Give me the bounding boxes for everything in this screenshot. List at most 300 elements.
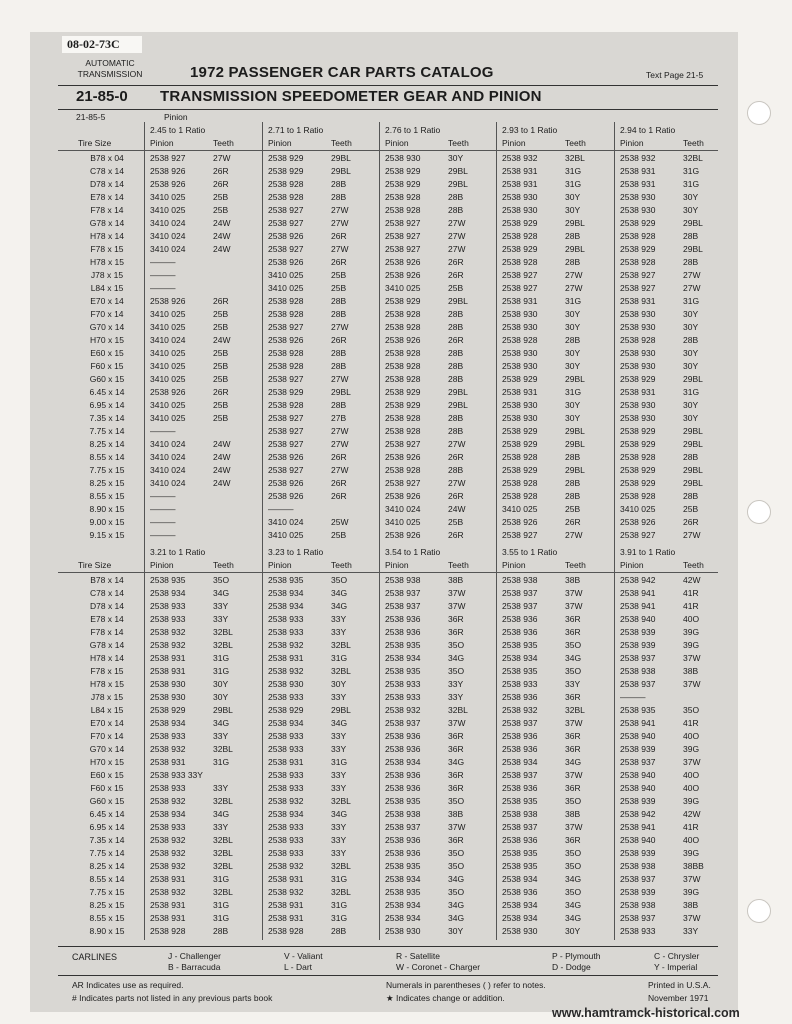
pinion-part-cell: 2538 930 — [502, 192, 538, 202]
teeth-cell: 32BL — [213, 796, 233, 806]
teeth-cell: 24W — [448, 504, 466, 514]
pinion-part-cell: 2538 926 — [385, 491, 421, 501]
pinion-part-cell: 2538 926 — [385, 270, 421, 280]
teeth-cell: 30Y — [683, 322, 699, 332]
teeth-cell: 39G — [683, 744, 700, 754]
pinion-part-cell: 3410 024 — [268, 517, 304, 527]
teeth-cell: 26R — [331, 452, 347, 462]
teeth-cell: 30Y — [565, 192, 581, 202]
pinion-part-cell: 2538 934 — [150, 588, 186, 598]
pinion-part-cell: 3410 025 — [150, 322, 186, 332]
teeth-cell: 25B — [213, 192, 229, 202]
column-separator — [379, 122, 380, 544]
pinion-part-cell: 2538 932 — [150, 848, 186, 858]
teeth-cell: 29BL — [683, 478, 703, 488]
teeth-cell: 33Y — [213, 731, 229, 741]
teeth-cell: 38B — [448, 809, 464, 819]
teeth-cell: 35O — [565, 796, 582, 806]
pinion-part-cell: 3410 024 — [150, 452, 186, 462]
teeth-cell: 34G — [565, 757, 582, 767]
pinion-part-cell: 2538 931 — [502, 179, 538, 189]
pinion-part-cell: 2538 938 — [502, 809, 538, 819]
pinion-part-cell: 2538 934 — [502, 653, 538, 663]
teeth-cell: 35O — [448, 666, 465, 676]
pinion-part-cell: 3410 024 — [150, 218, 186, 228]
pinion-part-cell: 2538 926 — [268, 478, 304, 488]
pinion-part-cell: 2538 930 — [620, 348, 656, 358]
pinion-part-cell: 2538 927 — [150, 153, 186, 163]
pinion-part-cell: 3410 025 — [620, 504, 656, 514]
pinion-part-cell: 2538 931 — [502, 296, 538, 306]
pinion-part-cell: 2538 927 — [268, 374, 304, 384]
teeth-cell: 25B — [331, 283, 347, 293]
tire-size-cell: 8.55 x 14 — [89, 452, 125, 462]
teeth-cell: 39G — [683, 848, 700, 858]
pinion-part-cell: 2538 926 — [268, 491, 304, 501]
teeth-cell: 35O — [683, 705, 700, 715]
teeth-cell: 38B — [448, 575, 464, 585]
teeth-cell: 28B — [331, 926, 347, 936]
pinion-part-cell: 2538 932 — [385, 705, 421, 715]
pinion-part-cell: 3410 025 — [150, 361, 186, 371]
tire-size-cell: 6.95 x 14 — [89, 822, 125, 832]
column-separator — [262, 122, 263, 544]
pinion-part-cell: 2538 928 — [385, 192, 421, 202]
teeth-cell: 41R — [683, 588, 699, 598]
pinion-part-cell: ——— — [150, 504, 176, 514]
pinion-part-cell: 3410 025 — [150, 205, 186, 215]
teeth-cell: 29BL — [448, 387, 468, 397]
teeth-cell: 30Y — [683, 309, 699, 319]
teeth-cell: 34G — [331, 601, 348, 611]
teeth-cell: 35O — [448, 887, 465, 897]
tire-size-cell: F78 x 15 — [90, 244, 124, 254]
pinion-part-cell: 2538 935 — [502, 640, 538, 650]
pinion-part-cell: 2538 937 — [620, 757, 656, 767]
pinion-part-cell: 2538 933 — [268, 731, 304, 741]
pinion-part-cell: ——— — [268, 504, 294, 514]
pinion-part-cell: 2538 939 — [620, 887, 656, 897]
section-rule — [58, 109, 718, 110]
tire-size-cell: 7.75 x 15 — [89, 887, 125, 897]
ratio-heading: 2.45 to 1 Ratio — [150, 125, 206, 135]
section-number: 21-85-0 — [76, 88, 128, 105]
teeth-cell: 29BL — [331, 153, 351, 163]
tire-size-cell: 8.90 x 15 — [89, 504, 125, 514]
tire-size-cell: G60 x 15 — [89, 796, 125, 806]
carline-coronet-charger: W - Coronet - Charger — [396, 962, 481, 972]
pinion-part-cell: 2538 930 — [502, 322, 538, 332]
tire-size-cell: E70 x 14 — [90, 718, 124, 728]
teeth-cell: 37W — [565, 588, 583, 598]
teeth-cell: 27W — [331, 322, 349, 332]
teeth-cell: 27W — [683, 283, 701, 293]
carlines-label: CARLINES — [72, 952, 118, 962]
pinion-part-cell: 2538 928 — [268, 296, 304, 306]
teeth-cell: 31G — [213, 874, 230, 884]
teeth-cell: 33Y — [213, 614, 229, 624]
teeth-cell: 36R — [448, 770, 464, 780]
pinion-header: Pinion — [385, 138, 409, 148]
teeth-cell: 35O — [448, 848, 465, 858]
pinion-part-cell: 2538 928 — [620, 335, 656, 345]
teeth-cell: 30Y — [565, 348, 581, 358]
pinion-part-cell: 2538 934 — [268, 809, 304, 819]
teeth-cell — [213, 256, 243, 269]
text-page-ref: Text Page 21-5 — [646, 70, 704, 80]
teeth-cell: 34G — [448, 757, 465, 767]
pinion-part-cell: 2538 935 — [385, 887, 421, 897]
pinion-part-cell: 2538 937 — [620, 679, 656, 689]
pinion-header: Pinion — [620, 560, 644, 570]
teeth-cell: 26R — [331, 231, 347, 241]
teeth-cell: 25B — [683, 504, 699, 514]
pinion-part-cell: ——— — [150, 270, 176, 280]
teeth-cell: 36R — [448, 744, 464, 754]
pinion-part-cell: 3410 025 — [150, 192, 186, 202]
pinion-part-cell: 2538 930 — [385, 153, 421, 163]
carline-plymouth: P - Plymouth — [552, 951, 601, 961]
teeth-cell: 30Y — [683, 205, 699, 215]
pinion-part-cell: 2538 933 — [268, 744, 304, 754]
pinion-part-cell: 2538 935 — [385, 640, 421, 650]
pinion-part-cell: 2538 934 — [502, 757, 538, 767]
pinion-part-cell: 2538 928 — [268, 309, 304, 319]
pinion-part-cell: 2538 928 — [268, 400, 304, 410]
binder-hole-top — [747, 101, 771, 125]
pinion-part-cell: 2538 933 — [385, 692, 421, 702]
pinion-part-cell: 2538 927 — [502, 270, 538, 280]
carline-dart: L - Dart — [284, 962, 313, 972]
pinion-part-cell: 2538 928 — [385, 465, 421, 475]
teeth-cell: 31G — [683, 296, 700, 306]
teeth-cell: 27W — [683, 270, 701, 280]
teeth-cell: 40O — [683, 614, 700, 624]
tire-size-header: Tire Size — [78, 138, 112, 148]
pinion-part-cell: 2538 933 — [385, 679, 421, 689]
ratio-heading: 3.21 to 1 Ratio — [150, 547, 206, 557]
teeth-cell: 25B — [331, 270, 347, 280]
pinion-part-cell: 2538 931 — [502, 387, 538, 397]
teeth-cell: 36R — [448, 731, 464, 741]
teeth-cell: 36R — [565, 627, 581, 637]
pinion-part-cell: 2538 929 — [268, 705, 304, 715]
pinion-part-cell: 2538 932 — [150, 861, 186, 871]
teeth-cell: 25B — [448, 517, 464, 527]
teeth-cell: 32BL — [565, 153, 585, 163]
tire-size-cell: J78 x 15 — [90, 692, 124, 702]
pinion-part-cell: 2538 936 — [385, 783, 421, 793]
pinion-part-cell: 3410 025 — [268, 270, 304, 280]
pinion-part-cell: 2538 931 — [620, 179, 656, 189]
teeth-cell: 34G — [448, 653, 465, 663]
pinion-part-cell: 2538 930 — [502, 413, 538, 423]
site-watermark: www.hamtramck-historical.com — [552, 1006, 740, 1020]
pinion-part-cell: 2538 930 — [620, 413, 656, 423]
teeth-cell: 27W — [448, 244, 466, 254]
teeth-cell: 31G — [213, 757, 230, 767]
pinion-part-cell: 2538 938 — [385, 809, 421, 819]
tire-size-cell: 7.35 x 14 — [89, 413, 125, 423]
teeth-cell: 35O — [448, 796, 465, 806]
pinion-part-cell: 2538 936 — [502, 692, 538, 702]
teeth-cell: 37W — [683, 757, 701, 767]
pinion-part-cell: 2538 929 — [620, 244, 656, 254]
pinion-part-cell: 2538 926 — [502, 517, 538, 527]
teeth-cell: 32BL — [683, 153, 703, 163]
pinion-part-cell: 2538 939 — [620, 848, 656, 858]
teeth-cell: 37W — [448, 601, 466, 611]
pinion-part-cell: 2538 926 — [150, 179, 186, 189]
column-separator — [496, 122, 497, 544]
pinion-part-cell: 2538 927 — [385, 231, 421, 241]
tire-size-cell: 6.45 x 14 — [89, 809, 125, 819]
pinion-part-cell: 3410 025 — [385, 283, 421, 293]
teeth-header: Teeth — [565, 138, 586, 148]
tire-size-cell: E70 x 14 — [90, 296, 124, 306]
teeth-cell: 31G — [565, 166, 582, 176]
teeth-cell: 28B — [565, 478, 581, 488]
teeth-cell: 35O — [565, 666, 582, 676]
teeth-cell: 26R — [448, 452, 464, 462]
pinion-part-cell: 2538 928 — [268, 348, 304, 358]
pinion-part-cell: 2538 928 — [385, 413, 421, 423]
pinion-header: Pinion — [502, 560, 526, 570]
teeth-cell: 24W — [213, 465, 231, 475]
binder-hole-middle — [747, 500, 771, 524]
teeth-cell: 31G — [213, 900, 230, 910]
pinion-part-cell: 2538 931 — [150, 757, 186, 767]
teeth-cell: 36R — [448, 783, 464, 793]
tire-size-cell: G60 x 15 — [89, 374, 125, 384]
pinion-part-cell: 2538 938 — [385, 575, 421, 585]
auto-label-line1: AUTOMATIC — [85, 58, 135, 68]
pinion-part-cell: 2538 926 — [268, 231, 304, 241]
pinion-part-cell: 2538 928 — [502, 478, 538, 488]
pinion-part-cell: 2538 928 — [268, 192, 304, 202]
teeth-cell: 25B — [213, 205, 229, 215]
teeth-cell: 30Y — [565, 309, 581, 319]
teeth-cell: 35O — [213, 575, 230, 585]
teeth-cell: 28B — [331, 400, 347, 410]
pinion-part-cell: 2538 931 — [268, 653, 304, 663]
pinion-part-cell: 2538 926 — [385, 335, 421, 345]
pinion-part-cell: 2538 934 — [502, 874, 538, 884]
teeth-cell: 33Y — [331, 744, 347, 754]
pinion-part-cell: 2538 937 — [385, 718, 421, 728]
section-title: TRANSMISSION SPEEDOMETER GEAR AND PINION — [160, 88, 542, 105]
tire-size-cell: 8.55 x 14 — [89, 874, 125, 884]
pinion-part-cell: 2538 937 — [502, 718, 538, 728]
pinion-part-cell: 2538 929 — [502, 244, 538, 254]
pinion-part-cell: 2538 930 — [385, 926, 421, 936]
pinion-part-cell: 3410 024 — [150, 231, 186, 241]
carline-dodge: D - Dodge — [552, 962, 591, 972]
pinion-part-cell: 2538 940 — [620, 731, 656, 741]
teeth-cell: 34G — [331, 809, 348, 819]
footnote-hash: # Indicates parts not listed in any previous parts book — [72, 993, 273, 1003]
pinion-header: Pinion — [150, 138, 174, 148]
teeth-cell: 37W — [448, 588, 466, 598]
pinion-part-cell: 2538 932 — [268, 861, 304, 871]
teeth-cell: 27W — [565, 283, 583, 293]
pinion-part-cell: 3410 025 — [385, 517, 421, 527]
pinion-part-cell: 2538 937 — [385, 601, 421, 611]
teeth-cell: 37W — [565, 601, 583, 611]
teeth-cell: 28B — [331, 179, 347, 189]
teeth-cell: 33Y — [331, 783, 347, 793]
teeth-cell: 28B — [331, 192, 347, 202]
teeth-cell: 33Y — [331, 848, 347, 858]
pinion-part-cell: 2538 933 — [268, 822, 304, 832]
pinion-header: Pinion — [385, 560, 409, 570]
teeth-cell: 26R — [448, 530, 464, 540]
teeth-cell: 33Y — [448, 679, 464, 689]
teeth-cell: 37W — [683, 913, 701, 923]
teeth-cell: 30Y — [683, 348, 699, 358]
ratio-heading: 2.71 to 1 Ratio — [268, 125, 324, 135]
catalog-title: 1972 PASSENGER CAR PARTS CATALOG — [190, 64, 494, 81]
teeth-cell: 36R — [448, 614, 464, 624]
pinion-part-cell: 2538 934 — [385, 653, 421, 663]
tire-size-cell: 8.25 x 14 — [89, 439, 125, 449]
teeth-cell — [213, 425, 243, 438]
teeth-cell: 35O — [448, 861, 465, 871]
teeth-cell: 25B — [213, 361, 229, 371]
pinion-part-cell: 2538 932 — [268, 796, 304, 806]
teeth-cell: 35O — [565, 848, 582, 858]
teeth-cell: 27W — [565, 270, 583, 280]
tire-size-cell: F60 x 15 — [90, 783, 124, 793]
pinion-part-cell: 2538 926 — [268, 335, 304, 345]
tire-size-cell: H78 x 15 — [89, 679, 125, 689]
pinion-part-cell: ——— — [150, 426, 176, 436]
column-separator — [496, 544, 497, 940]
pinion-part-cell: 2538 934 — [385, 874, 421, 884]
tire-size-cell: 8.55 x 15 — [89, 491, 125, 501]
pinion-part-cell: 2538 928 — [502, 257, 538, 267]
pinion-part-cell: 2538 934 — [268, 601, 304, 611]
teeth-cell: 30Y — [213, 679, 229, 689]
teeth-cell: 30Y — [683, 361, 699, 371]
pinion-part-cell: 2538 931 — [268, 874, 304, 884]
teeth-cell: 28B — [331, 309, 347, 319]
teeth-cell: 29BL — [448, 296, 468, 306]
pinion-part-cell: 2538 941 — [620, 718, 656, 728]
teeth-cell: 24W — [213, 478, 231, 488]
tire-size-cell: 7.35 x 14 — [89, 835, 125, 845]
tire-size-cell: F78 x 15 — [90, 666, 124, 676]
pinion-part-cell: 3410 024 — [150, 439, 186, 449]
tire-size-cell: 8.25 x 15 — [89, 900, 125, 910]
sub-section-code: 21-85-5 — [76, 112, 106, 122]
teeth-cell: 33Y — [331, 822, 347, 832]
teeth-cell: 28B — [213, 926, 229, 936]
pinion-part-cell: 2538 929 — [502, 465, 538, 475]
pinion-part-cell: 2538 931 — [268, 900, 304, 910]
teeth-cell: 29BL — [683, 439, 703, 449]
pinion-part-cell: 2538 928 — [502, 231, 538, 241]
pinion-part-cell: 2538 937 — [620, 913, 656, 923]
pinion-part-cell: ——— — [150, 257, 176, 267]
tire-size-cell: L84 x 15 — [90, 283, 124, 293]
teeth-cell — [213, 529, 243, 542]
pinion-part-cell: 2538 934 — [150, 809, 186, 819]
teeth-cell: 26R — [213, 166, 229, 176]
pinion-part-cell: 2538 926 — [620, 517, 656, 527]
teeth-cell: 26R — [448, 270, 464, 280]
column-separator — [614, 544, 615, 940]
pinion-part-cell: 2538 931 — [620, 296, 656, 306]
pinion-table-2 — [58, 544, 718, 940]
pinion-part-cell: 2538 927 — [268, 465, 304, 475]
pinion-part-cell: 2538 929 — [268, 166, 304, 176]
teeth-cell: 28B — [683, 452, 699, 462]
teeth-cell: 26R — [448, 491, 464, 501]
teeth-cell: 33Y — [331, 731, 347, 741]
pinion-part-cell: 2538 935 — [385, 666, 421, 676]
teeth-cell: 33Y — [448, 692, 464, 702]
teeth-cell: 27W — [448, 218, 466, 228]
pinion-part-cell: 2538 927 — [268, 244, 304, 254]
pinion-part-cell: 2538 929 — [502, 374, 538, 384]
teeth-cell: 30Y — [565, 322, 581, 332]
pinion-table-1 — [58, 122, 718, 544]
pinion-part-cell: 2538 930 — [620, 361, 656, 371]
teeth-cell: 29BL — [448, 166, 468, 176]
teeth-cell: 29BL — [565, 426, 585, 436]
teeth-cell: 27W — [331, 465, 349, 475]
printed-in: Printed in U.S.A. — [648, 980, 711, 990]
pinion-part-cell: 2538 928 — [620, 452, 656, 462]
pinion-part-cell: 2538 929 — [620, 478, 656, 488]
pinion-part-cell: 2538 931 — [502, 166, 538, 176]
teeth-cell: 33Y — [683, 926, 699, 936]
pinion-part-cell: 2538 930 — [502, 348, 538, 358]
teeth-cell: 28B — [448, 309, 464, 319]
pinion-part-cell: 2538 936 — [502, 835, 538, 845]
tire-size-cell: H78 x 15 — [89, 257, 125, 267]
pinion-part-cell: 2538 934 — [385, 900, 421, 910]
carline-satellite: R - Satellite — [396, 951, 440, 961]
pinion-part-cell: 3410 025 — [502, 504, 538, 514]
carline-valiant: V - Valiant — [284, 951, 323, 961]
pinion-header: Pinion — [502, 138, 526, 148]
teeth-cell: 37W — [683, 679, 701, 689]
teeth-cell: 26R — [213, 296, 229, 306]
tire-size-cell: E60 x 15 — [90, 770, 124, 780]
teeth-cell: 29BL — [683, 465, 703, 475]
pinion-part-cell: 2538 933 33Y — [150, 770, 203, 780]
pinion-part-cell: 2538 928 — [620, 231, 656, 241]
tire-size-cell: H78 x 14 — [89, 653, 125, 663]
pinion-part-cell: 2538 927 — [502, 283, 538, 293]
footer-rule — [58, 975, 718, 976]
teeth-cell: 33Y — [213, 601, 229, 611]
pinion-part-cell: 2538 936 — [502, 614, 538, 624]
pinion-part-cell: 3410 025 — [268, 283, 304, 293]
teeth-header: Teeth — [448, 560, 469, 570]
teeth-cell: 30Y — [565, 400, 581, 410]
teeth-cell: 36R — [448, 627, 464, 637]
pinion-part-cell: 3410 025 — [150, 309, 186, 319]
pinion-part-cell: ——— — [150, 491, 176, 501]
tire-size-cell: D78 x 14 — [89, 179, 125, 189]
pinion-part-cell: 2538 933 — [268, 848, 304, 858]
teeth-cell: 29BL — [565, 244, 585, 254]
carline-chrysler: C - Chrysler — [654, 951, 700, 961]
pinion-part-cell: 2538 938 — [620, 666, 656, 676]
